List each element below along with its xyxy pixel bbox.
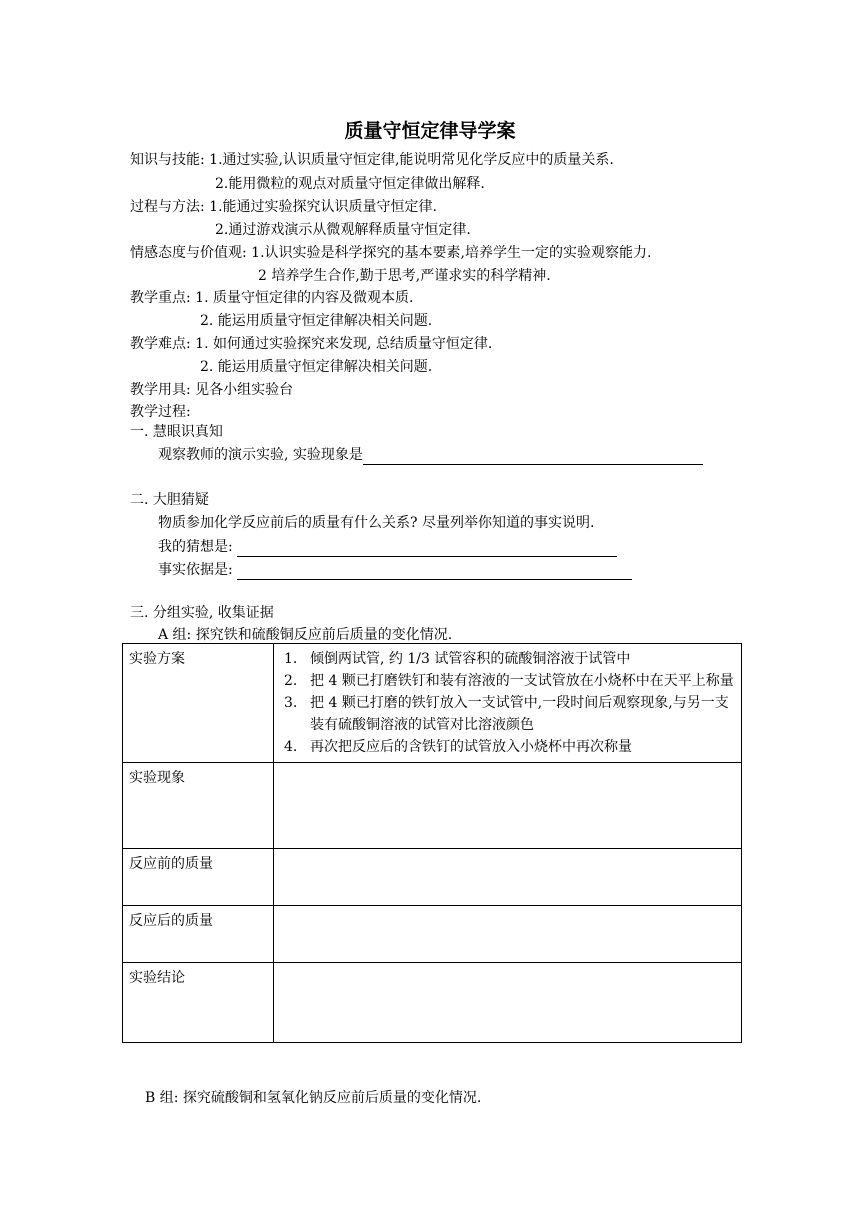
list-item: 1. 倾倒两试管, 约 1/3 试管容积的硫酸铜溶液于试管中 <box>284 651 631 667</box>
section-2-question: 物质参加化学反应前后的质量有什么关系? 尽量列举你知道的事实说明. <box>158 515 595 531</box>
objective-knowledge-2: 2.能用微粒的观点对质量守恒定律做出解释. <box>215 176 485 192</box>
conclusion-cell[interactable] <box>274 963 742 1043</box>
evidence-blank[interactable] <box>237 564 632 580</box>
difficulty-1: 教学难点: 1. 如何通过实验探究来发现, 总结质量守恒定律. <box>130 336 493 352</box>
objective-attitude-1: 情感态度与价值观: 1.认识实验是科学探究的基本要素,培养学生一定的实验观察能力. <box>130 245 652 261</box>
objective-knowledge-1: 知识与技能: 1.通过实验,认识质量守恒定律,能说明常见化学反应中的质量关系. <box>130 152 614 168</box>
section-1-heading: 一. 慧眼识真知 <box>130 424 223 440</box>
objective-process-1: 过程与方法: 1.能通过实验探究认识质量守恒定律. <box>130 199 437 215</box>
section-1-question: 观察教师的演示实验, 实验现象是 <box>158 445 703 465</box>
mass-after-cell[interactable] <box>274 906 742 963</box>
plan-steps <box>274 644 742 763</box>
table-row <box>123 763 742 849</box>
group-a-title: A 组: 探究铁和硫酸铜反应前后质量的变化情况. <box>158 627 453 643</box>
guess-blank[interactable] <box>237 541 617 557</box>
section-3-heading: 三. 分组实验, 收集证据 <box>130 605 274 621</box>
phenomenon-cell[interactable] <box>274 763 742 849</box>
evidence-line: 事实依据是: <box>158 560 632 580</box>
section-2-heading: 二. 大胆猜疑 <box>130 492 209 508</box>
conclusion-label: 实验结论 <box>123 963 274 1043</box>
plan-label: 实验方案 <box>123 644 274 763</box>
teaching-process: 教学过程: <box>130 404 191 420</box>
phenomenon-label: 实验现象 <box>123 763 274 849</box>
key-point-1: 教学重点: 1. 质量守恒定律的内容及微观本质. <box>130 290 414 306</box>
mass-before-cell[interactable] <box>274 849 742 906</box>
group-b-title: B 组: 探究硫酸铜和氢氧化钠反应前后质量的变化情况. <box>145 1090 482 1106</box>
table-row <box>123 906 742 963</box>
guess-line: 我的猜想是: <box>158 537 617 557</box>
objective-process-2: 2.通过游戏演示从微观解释质量守恒定律. <box>215 222 471 238</box>
table-row <box>123 963 742 1043</box>
teaching-tools: 教学用具: 见各小组实验台 <box>130 382 294 398</box>
experiment-table <box>122 643 742 1043</box>
table-row <box>123 849 742 906</box>
mass-after-label: 反应后的质量 <box>123 906 274 963</box>
answer-blank[interactable] <box>363 449 703 465</box>
key-point-2: 2. 能运用质量守恒定律解决相关问题. <box>200 313 433 329</box>
list-item: 4. 再次把反应后的含铁钉的试管放入小烧杯中再次称量 <box>284 739 632 755</box>
list-item: 2. 把 4 颗已打磨铁钉和装有溶液的一支试管放在小烧杯中在天平上称量 <box>284 673 734 689</box>
list-item: 3. 把 4 颗已打磨的铁钉放入一支试管中,一段时间后观察现象,与另一支装有硫酸铜溶液的试管对比溶液颜色 <box>284 695 729 733</box>
document-title: 质量守恒定律导学案 <box>344 120 516 142</box>
table-row <box>123 644 742 763</box>
difficulty-2: 2. 能运用质量守恒定律解决相关问题. <box>200 359 433 375</box>
mass-before-label: 反应前的质量 <box>123 849 274 906</box>
objective-attitude-2: 2 培养学生合作,勤于思考,严谨求实的科学精神. <box>258 268 551 284</box>
